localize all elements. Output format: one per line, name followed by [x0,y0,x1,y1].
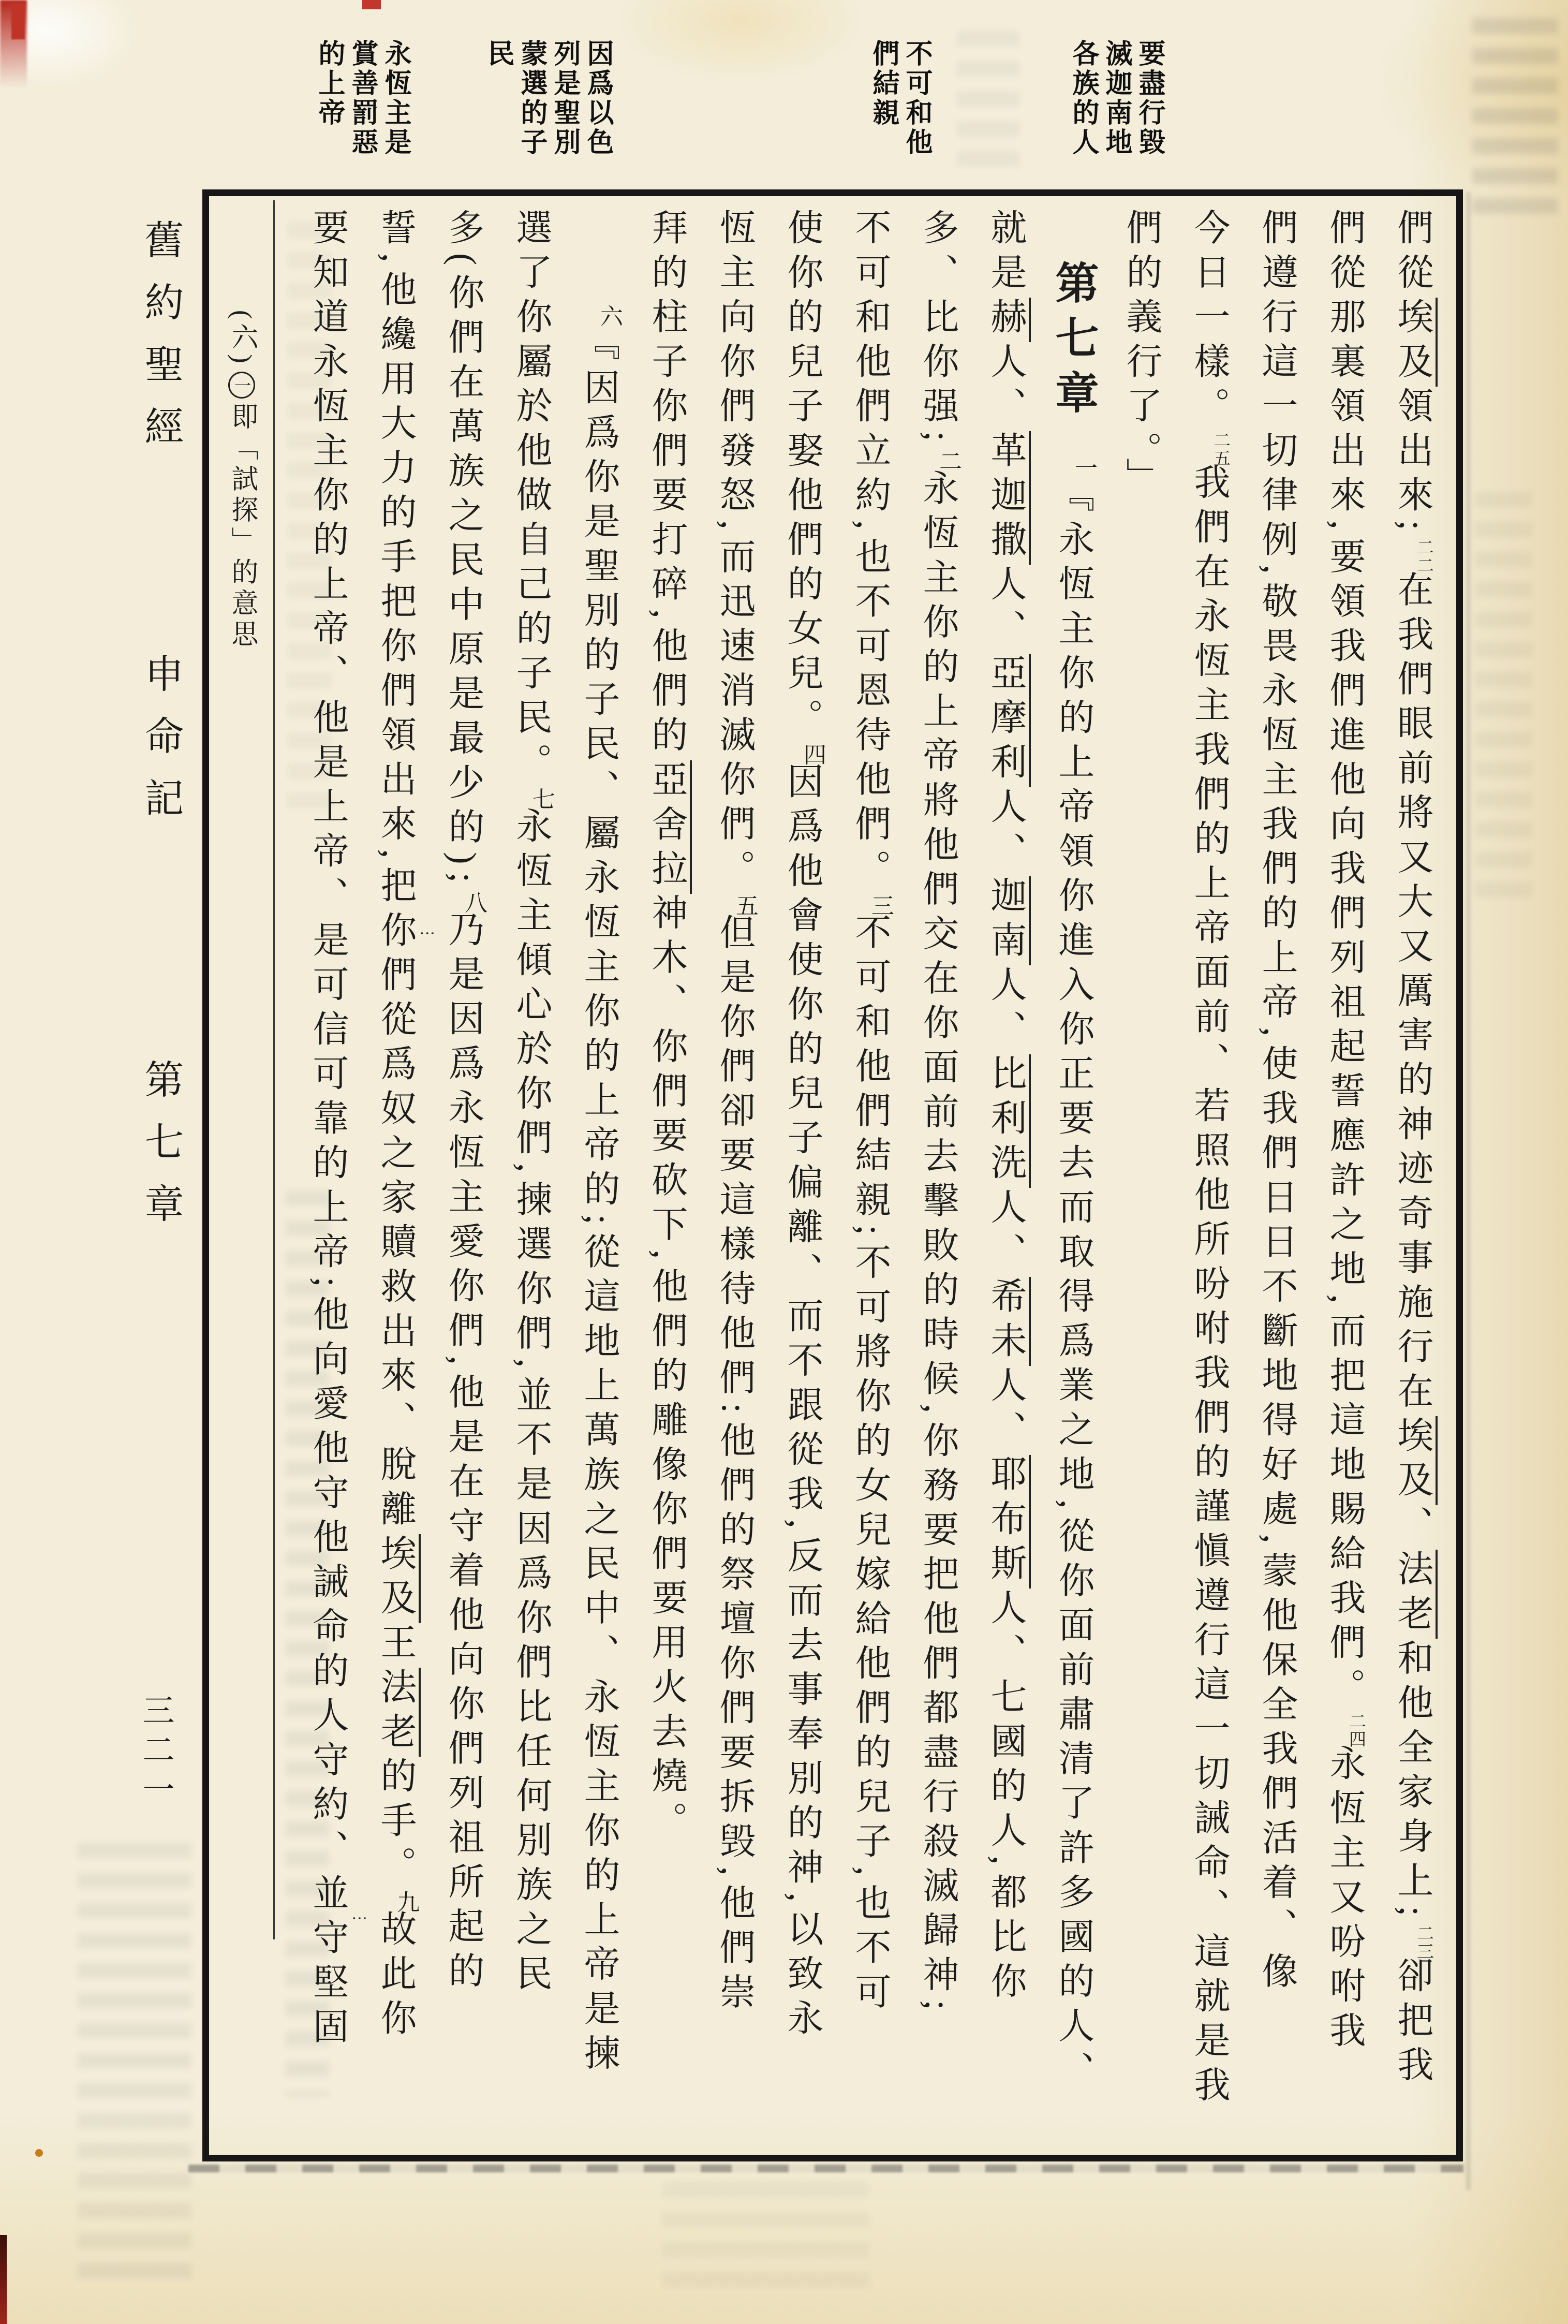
annotation-line: 要盡行毀 [1134,39,1164,157]
text-column [700,209,768,2126]
scripture-text: 在我們眼前將又大又厲害的神迹奇事施行在 [1392,570,1432,1417]
section-annotation [866,39,933,172]
footnote-divider [273,200,275,1939]
scripture-text: 就是 [985,209,1025,298]
scripture-text: 『永恆主你的上帝領你進入你正要去而取得爲業之地,從你面前肅清了許多國的人、 [1053,476,1093,2096]
proper-noun: 迦南 [985,876,1031,965]
proper-noun: 革迦撒 [985,431,1031,565]
annotation-line: 賞善罰惡 [347,39,377,157]
bleed-through [78,1843,191,2288]
page-frame [202,189,1463,2161]
verse-number: 九 [393,1890,419,1913]
verse-number: 五 [732,893,758,917]
text-column [1175,209,1242,2126]
text-column [1310,209,1378,2126]
verse-number: 二三 [1414,1924,1433,1961]
scripture-text: 人、 [985,1366,1025,1455]
scripture-text: 人、 [985,342,1025,431]
scripture-text: 乃是因爲永恆主愛你們,他是在守着他向你們列祖所起的 [443,910,483,1996]
bleed-through [662,2182,869,2301]
annotation-line: 各族的人 [1068,39,1098,157]
proper-noun: 耶布斯 [985,1455,1031,1588]
annotation-line: 因爲以色 [583,39,612,157]
proper-noun: 比利洗 [985,1054,1031,1188]
scripture-text: 們從那裏領出來,要領我們進他向我們列祖起誓應許之地,而把這地賜給我們。 [1324,209,1364,1712]
footnote [223,310,261,2018]
annotation-line: 列是聖別 [550,39,579,157]
scripture-text: 王 [375,1623,415,1668]
scripture-text: 不可和他們結親;不可將你的女兒嫁給他們的兒子,也不可 [850,913,890,2018]
bleed-through [1475,492,1532,906]
page-edge-red-tick [362,0,381,9]
annotation-line: 不可和他 [901,39,931,157]
scripture-text: 堅固 [307,1963,347,2052]
scripture-text: 的手。 [375,1757,415,1890]
emphasized-text: 並守 ⋮ [307,1874,347,1963]
page-edge-red-stain [11,3,25,39]
scripture-text: 使你的兒子娶他們的女兒。 [782,209,822,743]
scripture-columns [287,209,1446,2126]
section-annotation [1066,39,1165,172]
scripture-text: 拜的柱子你們要打碎,他們的 [646,209,686,760]
section-annotation [481,39,614,172]
margin-chapter-label: 第七章 [139,1059,182,1245]
page-edge-red-stain [0,2235,7,2324]
text-column [293,209,361,2126]
scripture-text: 今日一樣。 [1189,209,1229,431]
bleed-through [957,31,1019,171]
scripture-text: 人、 [985,787,1025,876]
scripture-text: 和他全家身上; [1392,1639,1432,1924]
scripture-text: 們遵行這一切律例,敬畏永恆主我們的上帝,使我們日日不斷地得好處,蒙他保全我們活着、像 [1256,209,1296,1997]
text-column [836,209,904,2126]
annotation-line: 的上帝 [314,39,344,128]
scripture-text: 們的義行了。」 [1121,209,1161,502]
text-column [1378,209,1446,2126]
text-column [497,209,565,2126]
proper-noun: 埃及 [1392,298,1438,387]
verse-number: 八 [461,891,486,914]
scripture-text: 、 [1392,1505,1432,1550]
proper-noun: 赫 [985,298,1031,342]
margin-testament-title: 舊約聖經 [139,219,182,468]
text-column [768,209,836,2126]
margin-book-title: 申命記 [139,653,182,840]
footnote-number-icon: 一 [228,372,255,399]
scripture-text: 人、 [985,1188,1025,1277]
section-annotation [312,39,411,172]
proper-noun: 埃及 [375,1534,421,1623]
text-column [971,209,1039,2126]
verse-number: 七 [529,787,554,810]
scripture-text: 領出來; [1392,387,1432,539]
scripture-text: 要知道永恆主你的上帝、他是上帝、是可信可靠的上帝;他向愛他守他誡命的人守約、 [307,209,347,1874]
text-column [632,209,700,2126]
scripture-text: 誓,他纔用大力的手把你們領出來, [375,209,415,866]
emphasized-text: 把你們 ⋮ [375,866,415,1000]
text-column [904,209,971,2126]
scripture-text: 人、 [985,565,1025,654]
footnote-text: 即「試探」的意思 [227,402,257,651]
proper-noun: 法老 [1392,1550,1438,1639]
chapter-heading: 第七章 [1049,260,1097,425]
scripture-text: 人、 [985,965,1025,1054]
verse-number: 二四 [1347,1712,1365,1748]
proper-noun: 亞舍拉 [646,760,692,894]
bleed-through [1472,18,1558,220]
text-column [565,209,632,2126]
scripture-text: 人、七國的人,都比你 [985,1588,1025,2007]
verse-number: 三 [868,893,893,917]
scripture-text: 多(你們在萬族之民中原是最少的); [443,209,483,891]
scripture-text: 神木、你們要砍下,他們的雕像你們要用火去燒。 [646,893,686,1846]
footnote-chapter-ref: (六) [227,310,257,367]
annotation-line: 民 [483,39,513,69]
page-number: 三二一 [138,1694,173,1812]
scripture-text: 因爲他會使你的兒子偏離、而不跟從我,反而去事奉別的神,以致永 [782,762,822,2043]
scripture-text: 『因爲你是聖別的子民、屬永恆主你的上帝的;從這地上萬族之民中、永恆主你的上帝是揀 [579,324,618,2079]
annotation-line: 蒙選的子 [516,39,546,157]
scripture-text: 們從 [1392,209,1432,298]
proper-noun: 埃及 [1392,1416,1438,1505]
page-edge-dot [35,2149,43,2157]
text-column [361,209,429,2126]
scripture-text: 從爲奴之家贖救出來、脫離 [375,1000,415,1534]
text-column [1242,209,1310,2126]
verse-number: 四 [800,743,825,766]
scripture-text: 故此你 [375,1910,415,2043]
scripture-text: 我們在永恆主我們的上帝面前、若照他所吩咐我們的謹愼遵行這一切誡命、這就是我 [1189,463,1229,2110]
scripture-text: 恆主向你們發怒,而迅速消滅你們。 [714,209,754,894]
proper-noun: 法老 [375,1668,421,1757]
verse-number: 二 [936,449,961,473]
verse-number: 二二 [1414,538,1433,575]
text-column [429,209,497,2126]
scripture-text: 選了你屬於他做自己的子民。 [511,209,551,787]
scripture-text: 不可和他們立約,也不可恩待他們。 [850,209,890,894]
scripture-text: 永恆主傾心於你們,揀選你們,並不是因爲你們比任何別族之民 [511,807,551,1999]
proper-noun: 希未 [985,1277,1031,1366]
text-column [1107,209,1175,2126]
scripture-text: 但是你們卻要這樣待他們:他們的祭壇你們要拆毁,他們崇 [714,913,754,2018]
verse-number: 二五 [1211,431,1230,467]
annotation-line: 們結親 [868,39,898,128]
text-column [1039,209,1107,2126]
scripture-text: 卻把我 [1392,1956,1432,2090]
verse-number: 一 [1071,456,1097,479]
annotation-line: 滅迦南地 [1101,39,1131,157]
proper-noun: 亞摩利 [985,654,1031,787]
verse-number: 六 [597,304,622,327]
page-edge-red-stain [0,0,27,88]
scripture-text: 多、比你强; [918,209,957,450]
scripture-text: 永恆主你的上帝將他們交在你面前去擊敗的時候,你務要把他們都盡行殺滅歸神; [918,469,957,2019]
scripture-text: 永恆主又吩咐我 [1324,1744,1364,2056]
annotation-line: 永恆主是 [380,39,410,157]
